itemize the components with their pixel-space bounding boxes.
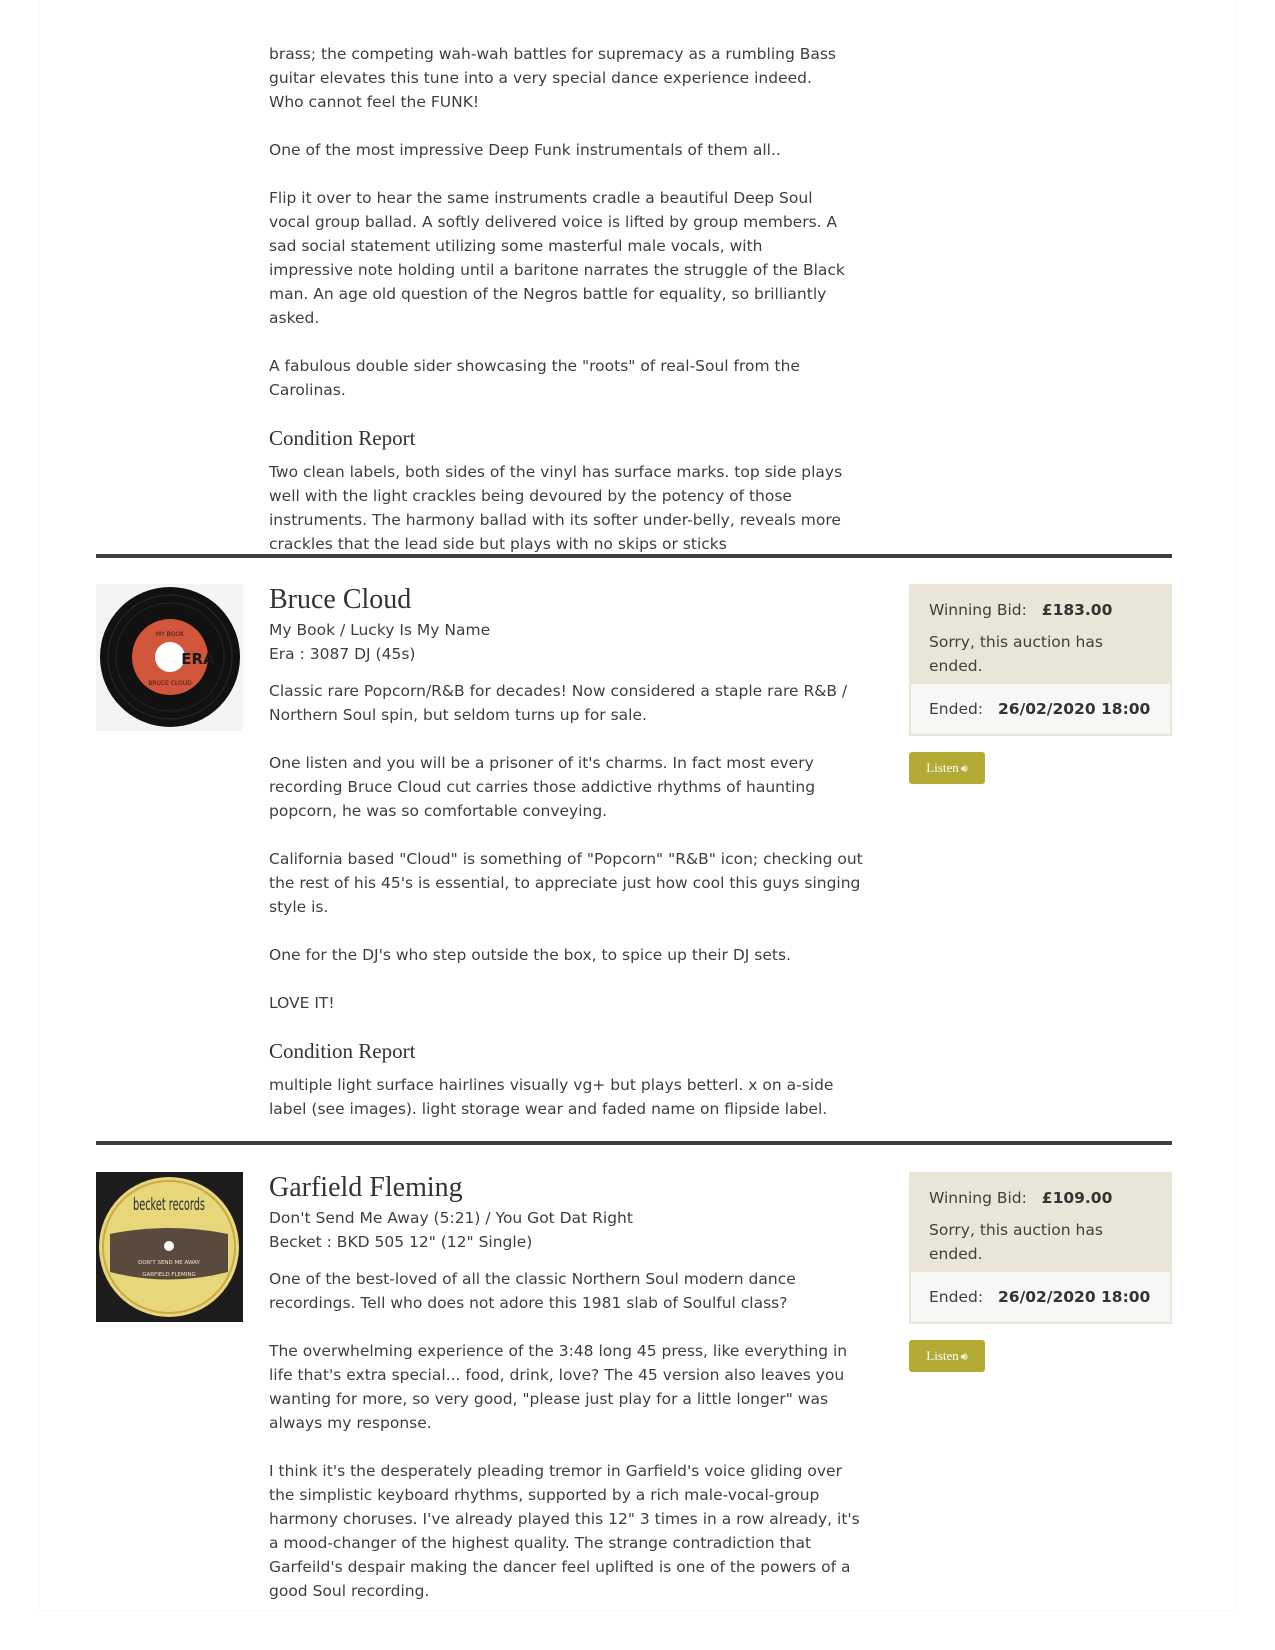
record-label-info: Becket : BKD 505 12" (12" Single)	[269, 1233, 533, 1251]
condition-report-heading: Condition Report	[269, 1039, 416, 1063]
winning-bid-value: £109.00	[1041, 1189, 1113, 1207]
winning-bid-label: Winning Bid:	[929, 601, 1027, 619]
speaker-icon: 🔊︎	[960, 1351, 968, 1363]
listing-description	[269, 1267, 869, 1603]
record-label-top-text: DON'T SEND ME AWAY	[138, 1260, 200, 1266]
winning-bid-label: Winning Bid:	[929, 1189, 1027, 1207]
listen-button[interactable]	[909, 752, 985, 784]
winning-bid-value: £183.00	[1041, 601, 1113, 619]
ended-date-line	[911, 1272, 1170, 1322]
artist-name[interactable]: Garfield Fleming	[269, 1172, 463, 1203]
ended-date: 26/02/2020 18:00	[998, 700, 1151, 718]
description-paragraph: California based "Cloud" is something of "Popcorn" "R&B" icon; checking out the rest of his 45's is essential, to appreciate just how cool this guys singing style is.	[269, 850, 863, 916]
record-label-bottom-text: BRUCE CLOUD	[148, 680, 192, 687]
record-label-brand-text: becket records	[133, 1195, 206, 1215]
listen-button[interactable]	[909, 1340, 985, 1372]
record-title: Don't Send Me Away (5:21) / You Got Dat Right	[269, 1209, 633, 1227]
record-label-brand-text: ERA	[181, 650, 215, 668]
condition-report-text: multiple light surface hairlines visually vg+ but plays betterl. x on a-side label (see images). light storage wear and faded name on flipside label.	[269, 1076, 834, 1118]
condition-report-heading: Condition Report	[269, 426, 416, 450]
record-image[interactable]	[96, 1172, 243, 1322]
previous-listing-description	[269, 42, 849, 580]
description-paragraph: Classic rare Popcorn/R&B for decades! Now considered a staple rare R&B / Northern Soul spin, but seldom turns up for sale.	[269, 682, 848, 724]
record-label-info: Era : 3087 DJ (45s)	[269, 645, 416, 663]
listing-info	[269, 1172, 869, 1627]
description-paragraph: One of the most impressive Deep Funk instrumentals of them all..	[269, 141, 781, 159]
description-paragraph: LOVE IT!	[269, 994, 335, 1012]
listing-divider	[96, 554, 1172, 558]
auction-ended-message: Sorry, this auction has ended.	[929, 1221, 1103, 1263]
listen-label: Listen	[926, 760, 959, 775]
description-paragraph: Flip it over to hear the same instruments cradle a beautiful Deep Soul vocal group ballad. A softly delivered voice is lifted by group members. A sad social statement utilizing some masterful male vocals, with impressive note holding until a baritone narrates the struggle of the Black man. An age old question of the Negros battle for equality, so brilliantly asked.	[269, 189, 845, 327]
record-label-top-text: MY BOOK	[155, 631, 185, 638]
winning-bid-line	[929, 1186, 1152, 1210]
description-paragraph: One listen and you will be a prisoner of it's charms. In fact most every recording Bruce Cloud cut carries those addictive rhythms of haunting popcorn, he was so comfortable conveying.	[269, 754, 816, 820]
ended-label: Ended:	[929, 1288, 984, 1306]
bid-status-box	[909, 1172, 1172, 1324]
auction-results-page	[40, 0, 1235, 1610]
ended-label: Ended:	[929, 700, 984, 718]
artist-name[interactable]: Bruce Cloud	[269, 584, 412, 615]
record-label-bottom-text: GARFIELD FLEMING	[142, 1272, 196, 1278]
ended-date: 26/02/2020 18:00	[998, 1288, 1151, 1306]
condition-report-text: Two clean labels, both sides of the vinyl has surface marks. top side plays well with the light crackles being devoured by the potency of those instruments. The harmony ballad with its softer under-belly, reveals more crackles that the lead side but plays with no skips or sticks	[269, 463, 843, 553]
speaker-icon: 🔊︎	[960, 763, 968, 775]
record-title: My Book / Lucky Is My Name	[269, 621, 491, 639]
listing-divider	[96, 1141, 1172, 1145]
description-paragraph: One for the DJ's who step outside the box, to spice up their DJ sets.	[269, 946, 791, 964]
listing-info	[269, 584, 869, 1145]
description-paragraph: I think it's the desperately pleading tremor in Garfield's voice gliding over the simplistic keyboard rhythms, supported by a rich male-vocal-group harmony choruses. I've already played this 12" 3 times in a row already, it's a mood-changer of the highest quality. The strange contradiction that Garfeild's despair making the dancer feel uplifted is one of the powers of a good Soul recording.	[269, 1462, 860, 1600]
listing-description	[269, 679, 869, 1121]
listen-label: Listen	[926, 1348, 959, 1363]
record-image[interactable]	[96, 584, 251, 739]
description-paragraph: brass; the competing wah-wah battles for supremacy as a rumbling Bass guitar elevates this tune into a very special dance experience indeed. Who cannot feel the FUNK!	[269, 45, 836, 111]
winning-bid-line	[929, 598, 1152, 622]
description-paragraph: A fabulous double sider showcasing the "roots" of real-Soul from the Carolinas.	[269, 357, 800, 399]
ended-date-line	[911, 684, 1170, 734]
auction-ended-message: Sorry, this auction has ended.	[929, 633, 1103, 675]
description-paragraph: The overwhelming experience of the 3:48 long 45 press, like everything in life that's extra special... food, drink, love? The 45 version also leaves you wanting for more, so very good, "please just play for a little longer" was always my response.	[269, 1342, 848, 1432]
description-paragraph: One of the best-loved of all the classic Northern Soul modern dance recordings. Tell who does not adore this 1981 slab of Soulful class?	[269, 1270, 796, 1312]
bid-status-box	[909, 584, 1172, 736]
